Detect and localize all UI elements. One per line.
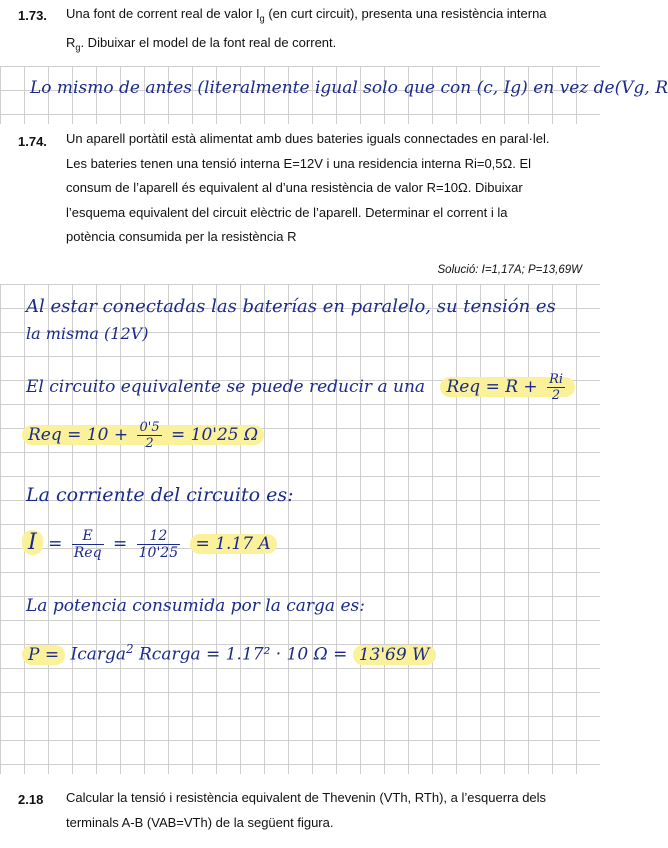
problem-number: 1.73. xyxy=(18,8,47,23)
handwritten-line: La potencia consumida por la carga es: xyxy=(26,596,365,616)
problem-text xyxy=(66,786,586,835)
problem-number: 2.18 xyxy=(18,792,44,807)
subscript: g xyxy=(75,42,81,53)
superscript: 2 xyxy=(126,642,134,656)
fraction-denominator: 2 xyxy=(145,436,154,451)
text-line: Calcular la tensió i resistència equivalent de Thevenin (VTh, RTh), a l’esquerra dels xyxy=(66,790,547,805)
fraction-numerator: 0'5 xyxy=(139,420,160,435)
highlight: I xyxy=(22,530,43,555)
handwritten-line xyxy=(22,528,277,561)
handwritten-line: Al estar conectadas las baterías en paralelo, su tensión es xyxy=(26,296,556,317)
fraction xyxy=(137,528,180,561)
handwritten-line: La corriente del circuito es: xyxy=(26,484,294,506)
fraction-denominator: 10'25 xyxy=(138,545,179,561)
formula: Req = R + xyxy=(446,377,538,397)
formula: Req = 10 + xyxy=(28,425,129,445)
problem-text xyxy=(66,2,586,60)
text-segment: Una font de corrent real de valor I xyxy=(66,6,260,21)
highlight: P = xyxy=(22,645,65,665)
handwritten-note: Lo mismo de antes (literalmente igual solo que con (c, Ig) en vez de(Vg, R xyxy=(30,78,668,98)
highlight xyxy=(22,420,264,451)
fraction-denominator: Req xyxy=(73,545,102,561)
equals: = xyxy=(48,534,63,554)
fraction-numerator: E xyxy=(72,528,104,545)
formula: Icarga xyxy=(70,644,127,665)
problem-text xyxy=(66,127,586,250)
fraction-numerator: Ri xyxy=(549,372,564,387)
text-line: terminals A-B (VAB=VTh) de la següent figura. xyxy=(66,814,334,830)
subscript: g xyxy=(259,13,265,24)
text-line: potència consumida per la resistència R xyxy=(66,229,297,244)
text-segment: (en curt circuit), presenta una resistència interna xyxy=(264,6,547,21)
text-segment: . Dibuixar el model de la font real de corrent. xyxy=(80,35,337,51)
text-line: consum de l’aparell és equivalent al d’una resistència de valor R=10Ω. Dibuixar xyxy=(66,180,523,195)
equals: = xyxy=(112,534,128,554)
fraction xyxy=(547,372,565,403)
text-line: Les bateries tenen una tensió interna E=12V i una residencia interna Ri=0,5Ω. El xyxy=(66,155,532,171)
text-line: Un aparell portàtil està alimentat amb dues bateries iguals connectades en paral·lel. xyxy=(66,131,550,146)
handwritten-line: la misma (12V) xyxy=(26,324,149,343)
handwritten-line xyxy=(22,420,264,451)
solution-text: Solució: I=1,17A; P=13,69W xyxy=(437,264,582,276)
text-segment: R xyxy=(66,35,76,51)
fraction xyxy=(137,420,161,451)
highlight: = 1.17 A xyxy=(190,534,277,554)
problem-number: 1.74. xyxy=(18,134,47,149)
fraction-numerator: 12 xyxy=(137,528,180,545)
text-line: l’esquema equivalent del circuit elèctric de l’aparell. Determinar el corrent i la xyxy=(66,204,508,220)
handwritten-line xyxy=(22,642,436,665)
text-segment: El circuito equivalente se puede reducir a una xyxy=(26,377,426,397)
highlight xyxy=(440,372,575,403)
formula: = 10'25 Ω xyxy=(171,425,259,445)
formula: Rcarga = 1.17² · 10 Ω = xyxy=(139,644,348,665)
fraction-denominator: 2 xyxy=(551,388,561,403)
handwritten-line xyxy=(26,372,575,403)
fraction xyxy=(72,528,104,561)
highlight: 13'69 W xyxy=(353,645,436,665)
